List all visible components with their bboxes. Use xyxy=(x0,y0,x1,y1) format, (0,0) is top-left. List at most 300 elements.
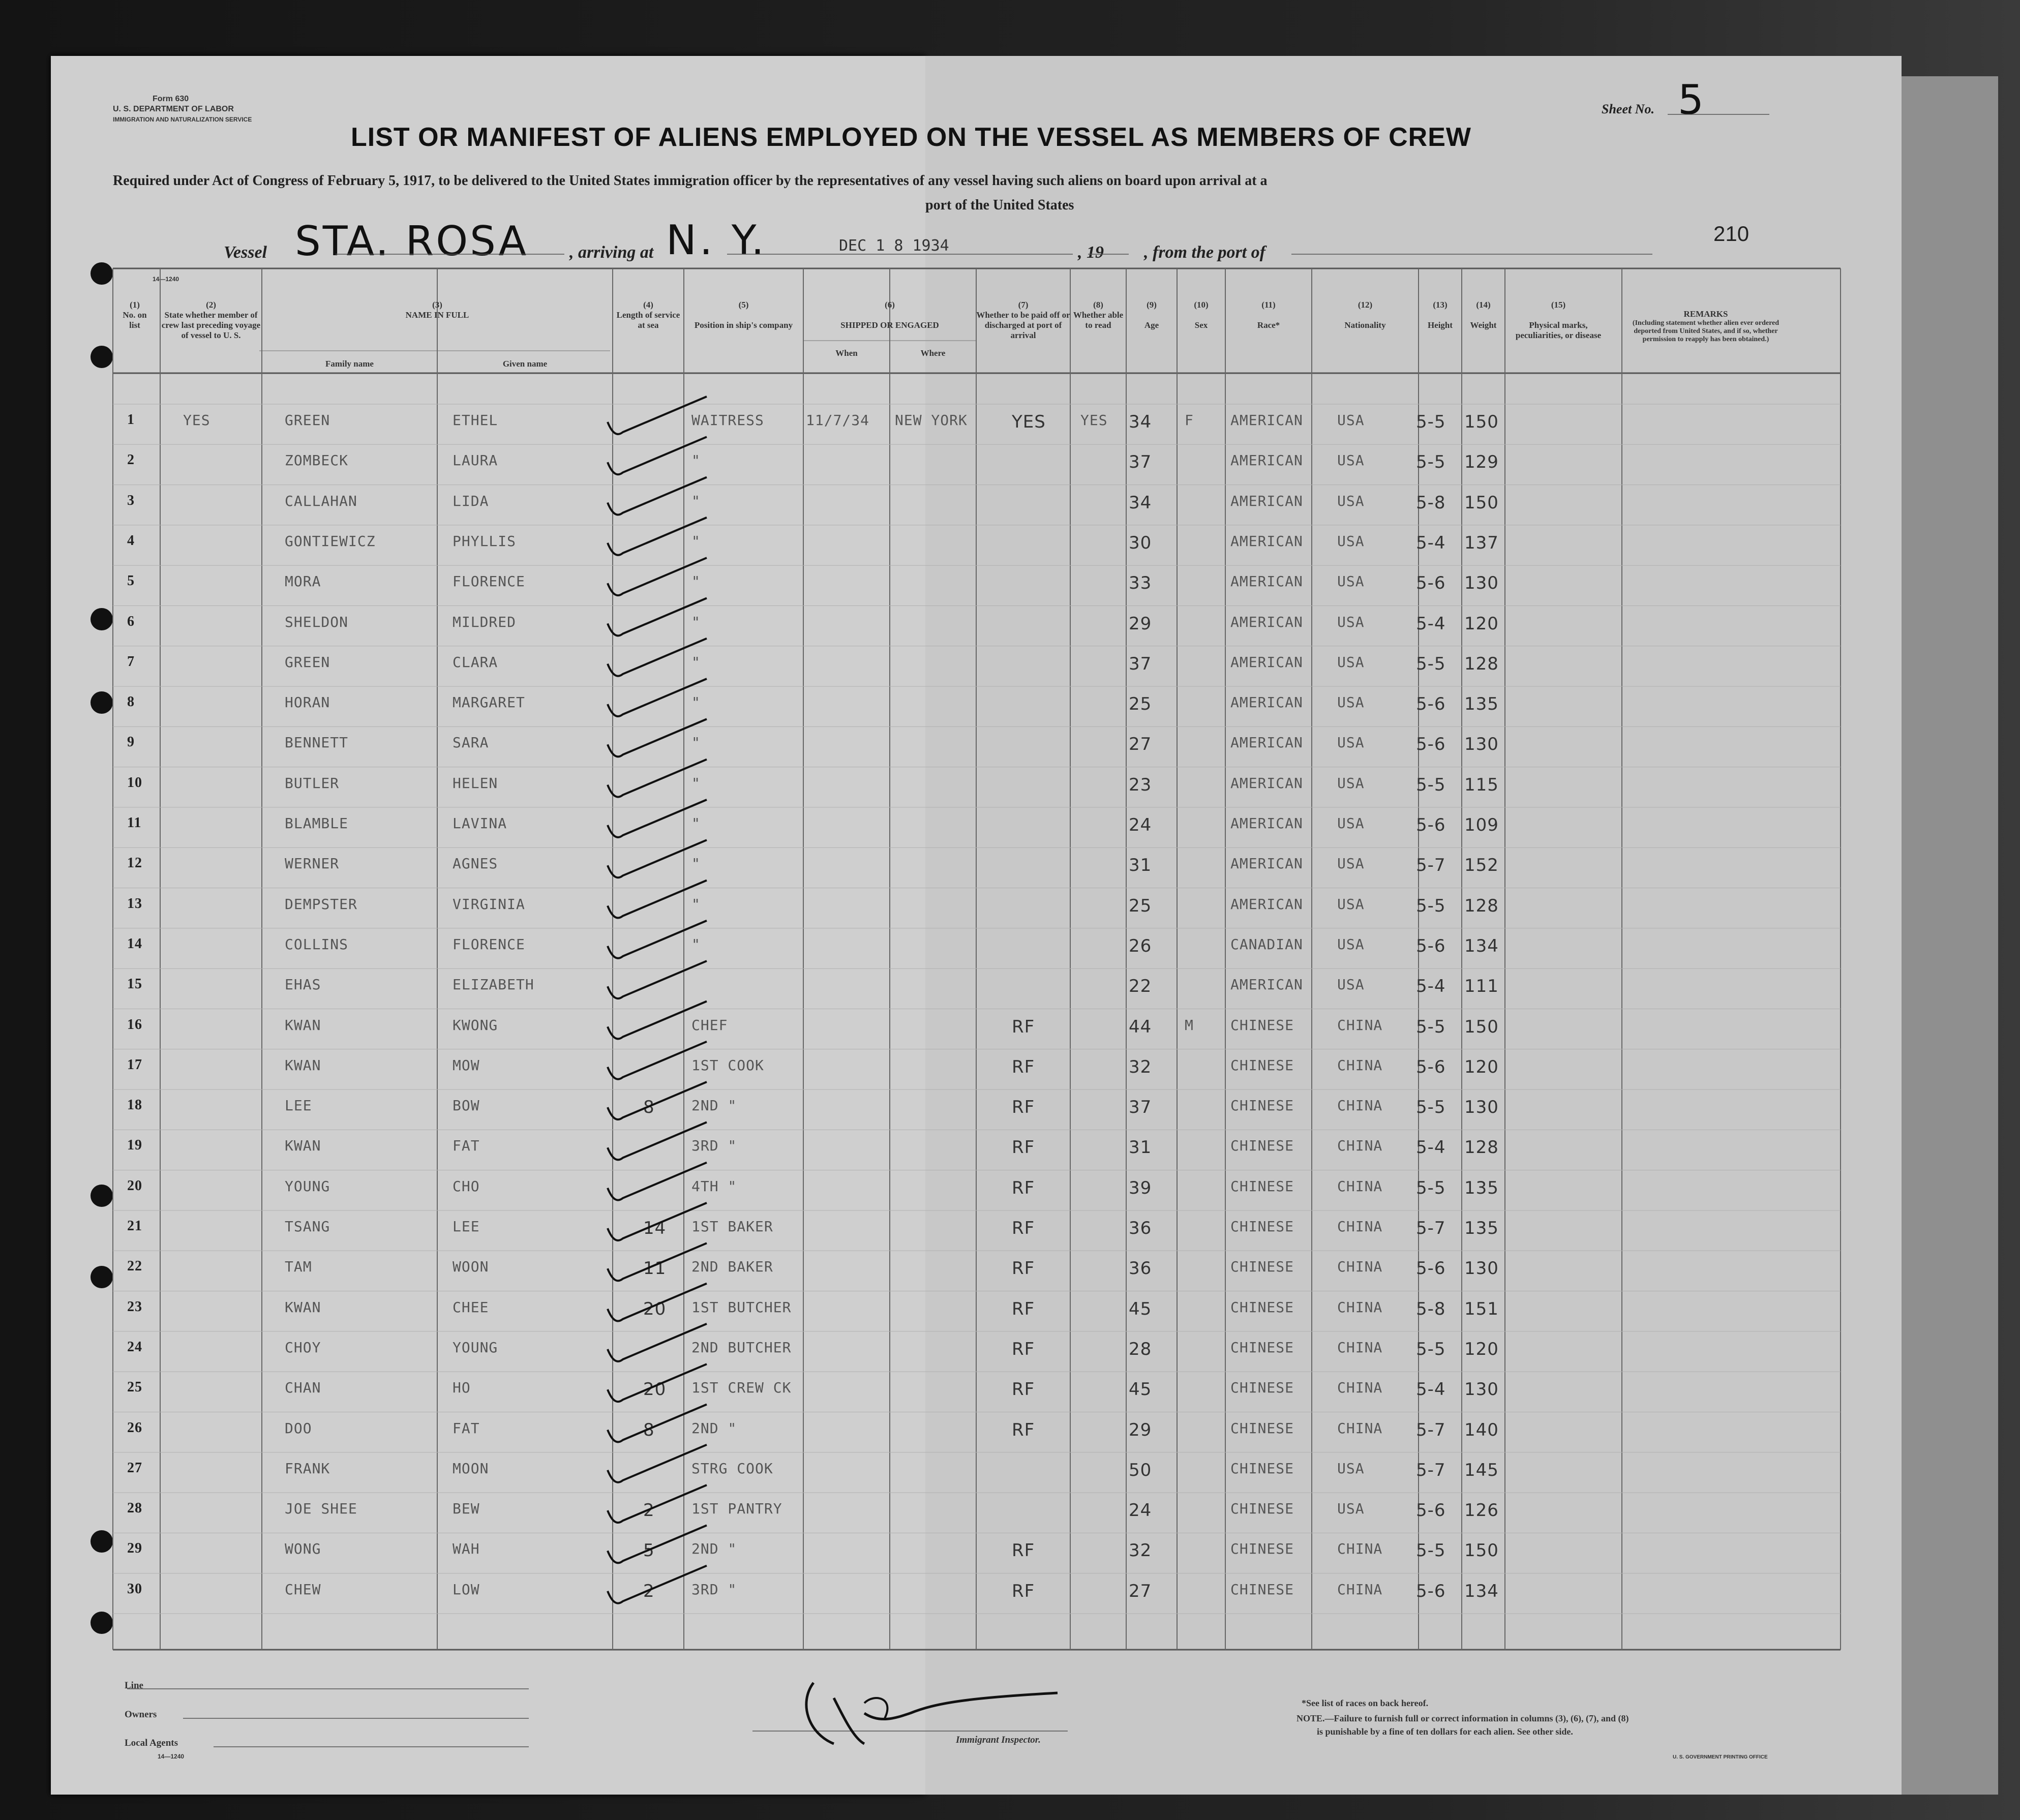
crew-row-number: 4 xyxy=(127,532,135,549)
crew-age: 34 xyxy=(1129,492,1152,513)
crew-nationality: USA xyxy=(1337,492,1365,509)
crew-row-number: 18 xyxy=(127,1097,142,1113)
subtitle-line-1: Required under Act of Congress of February 5, 1917, to be delivered to the United States immigration officer by the representatives of any vessel having such aliens on board upon arrival at a xyxy=(113,173,1268,189)
crew-race: CHINESE xyxy=(1230,1258,1294,1276)
crew-weight: 120 xyxy=(1464,1339,1499,1359)
crew-row-number: 14 xyxy=(127,935,142,952)
crew-age: 37 xyxy=(1129,1097,1152,1118)
crew-weight: 130 xyxy=(1464,1097,1499,1118)
crew-shipped-when: 11/7/34 xyxy=(806,412,870,429)
crew-weight: 152 xyxy=(1464,855,1499,876)
crew-position: 3RD " xyxy=(691,1137,737,1155)
crew-position: " xyxy=(691,815,701,832)
crew-row-number: 20 xyxy=(127,1177,142,1194)
crew-weight: 134 xyxy=(1464,935,1499,956)
crew-age: 27 xyxy=(1129,734,1152,755)
crew-age: 37 xyxy=(1129,653,1152,674)
crew-family-name: KWAN xyxy=(285,1056,321,1074)
crew-nationality: USA xyxy=(1337,573,1365,590)
crew-row-number: 17 xyxy=(127,1056,142,1073)
crew-height: 5-6 xyxy=(1416,573,1446,594)
crew-age: 36 xyxy=(1129,1218,1152,1238)
crew-paid-off: RF xyxy=(1012,1540,1035,1561)
crew-nationality: USA xyxy=(1337,452,1365,469)
crew-nationality: CHINA xyxy=(1337,1016,1383,1034)
crew-race: AMERICAN xyxy=(1230,452,1303,469)
service: IMMIGRATION AND NATURALIZATION SERVICE xyxy=(113,116,252,123)
crew-length-of-service: 2 xyxy=(643,1500,655,1521)
col-header-weight: (14) Weight xyxy=(1470,300,1497,330)
crew-nationality: USA xyxy=(1337,653,1365,671)
crew-position: 4TH " xyxy=(691,1177,737,1195)
crew-row-number: 16 xyxy=(127,1016,142,1033)
crew-height: 5-6 xyxy=(1416,935,1446,956)
crew-age: 45 xyxy=(1129,1379,1152,1400)
col-header-when: When xyxy=(835,348,858,358)
crew-given-name: CLARA xyxy=(453,653,498,671)
crew-family-name: SHELDON xyxy=(285,613,349,630)
crew-nationality: CHINA xyxy=(1337,1056,1383,1074)
crew-family-name: DOO xyxy=(285,1419,312,1437)
crew-weight: 120 xyxy=(1464,613,1499,634)
crew-position: 1ST COOK xyxy=(691,1056,764,1074)
crew-given-name: FLORENCE xyxy=(453,573,525,590)
note-line-2: is punishable by a fine of ten dollars for each alien. See other side. xyxy=(1317,1726,1573,1737)
crew-position: 2ND " xyxy=(691,1419,737,1437)
col-header-family-name: Family name xyxy=(325,359,374,369)
crew-position: " xyxy=(691,573,701,590)
crew-height: 5-5 xyxy=(1416,1339,1446,1359)
crew-height: 5-5 xyxy=(1416,895,1446,916)
crew-race: AMERICAN xyxy=(1230,734,1303,751)
crew-age: 32 xyxy=(1129,1056,1152,1077)
crew-position: 2ND " xyxy=(691,1097,737,1114)
crew-given-name: HO xyxy=(453,1379,471,1397)
crew-row-number: 22 xyxy=(127,1258,142,1275)
crew-height: 5-8 xyxy=(1416,1298,1446,1319)
col-header-previous-voyage: (2) State whether member of crew last preceding voyage of vessel to U. S. xyxy=(161,300,261,340)
crew-age: 44 xyxy=(1129,1016,1152,1037)
crew-given-name: BOW xyxy=(453,1097,480,1114)
crew-height: 5-7 xyxy=(1416,1218,1446,1238)
crew-weight: 135 xyxy=(1464,1218,1499,1238)
crew-weight: 151 xyxy=(1464,1298,1499,1319)
crew-position: WAITRESS xyxy=(691,412,764,429)
crew-previous-voyage: YES xyxy=(183,412,210,429)
crew-family-name: BUTLER xyxy=(285,774,340,792)
crew-position: " xyxy=(691,935,701,953)
crew-given-name: FLORENCE xyxy=(453,935,525,953)
crew-height: 5-7 xyxy=(1416,1460,1446,1480)
crew-nationality: USA xyxy=(1337,532,1365,550)
crew-position: " xyxy=(691,452,701,469)
crew-nationality: USA xyxy=(1337,815,1365,832)
crew-weight: 111 xyxy=(1464,976,1499,997)
crew-family-name: GREEN xyxy=(285,412,330,429)
crew-given-name: MOON xyxy=(453,1460,489,1477)
crew-row-number: 7 xyxy=(127,653,135,670)
crew-age: 39 xyxy=(1129,1177,1152,1198)
col-header-remarks: REMARKS (Including statement whether alien ever ordered deported from United States, and if so, whether permission to reapply has been obtained.) xyxy=(1632,309,1780,343)
crew-race: AMERICAN xyxy=(1230,492,1303,509)
crew-age: 26 xyxy=(1129,935,1152,956)
crew-weight: 128 xyxy=(1464,895,1499,916)
crew-family-name: CALLAHAN xyxy=(285,492,357,509)
crew-paid-off: RF xyxy=(1012,1218,1035,1238)
crew-nationality: CHINA xyxy=(1337,1137,1383,1155)
crew-height: 5-4 xyxy=(1416,1137,1446,1158)
race-note: *See list of races on back hereof. xyxy=(1302,1698,1429,1708)
col-header-position: (5) Position in ship's company xyxy=(694,300,793,330)
crew-weight: 120 xyxy=(1464,1056,1499,1077)
col-header-age: (9) Age xyxy=(1144,300,1159,330)
crew-age: 36 xyxy=(1129,1258,1152,1279)
crew-nationality: CHINA xyxy=(1337,1258,1383,1276)
crew-height: 5-6 xyxy=(1416,1258,1446,1279)
crew-nationality: USA xyxy=(1337,935,1365,953)
col-header-length-service: (4) Length of service at sea xyxy=(616,300,680,330)
crew-family-name: KWAN xyxy=(285,1016,321,1034)
crew-weight: 130 xyxy=(1464,1258,1499,1279)
crew-given-name: KWONG xyxy=(453,1016,498,1034)
crew-height: 5-5 xyxy=(1416,1016,1446,1037)
col-header-sex: (10) Sex xyxy=(1194,300,1209,330)
crew-row-number: 3 xyxy=(127,492,135,508)
crew-age: 30 xyxy=(1129,532,1152,553)
crew-height: 5-5 xyxy=(1416,774,1446,795)
department: U. S. DEPARTMENT OF LABOR xyxy=(113,105,234,113)
crew-race: CHINESE xyxy=(1230,1137,1294,1155)
crew-family-name: JOE SHEE xyxy=(285,1500,357,1518)
crew-given-name: BEW xyxy=(453,1500,480,1518)
crew-nationality: CHINA xyxy=(1337,1379,1383,1397)
page-title: LIST OR MANIFEST OF ALIENS EMPLOYED ON THE VESSEL AS MEMBERS OF CREW xyxy=(351,123,1471,152)
crew-nationality: CHINA xyxy=(1337,1097,1383,1114)
crew-race: CHINESE xyxy=(1230,1218,1294,1235)
crew-row-number: 21 xyxy=(127,1218,142,1234)
crew-position: 1ST CREW CK xyxy=(691,1379,792,1397)
crew-age: 29 xyxy=(1129,613,1152,634)
crew-given-name: PHYLLIS xyxy=(453,532,517,550)
crew-nationality: CHINA xyxy=(1337,1339,1383,1356)
col-header-no: (1) No. on list xyxy=(123,300,147,330)
crew-age: 25 xyxy=(1129,895,1152,916)
crew-row-number: 26 xyxy=(127,1419,142,1436)
year-label: , 19 xyxy=(1078,243,1104,262)
crew-length-of-service: 11 xyxy=(643,1258,667,1279)
crew-nationality: USA xyxy=(1337,774,1365,792)
crew-given-name: ETHEL xyxy=(453,412,498,429)
crew-race: CHINESE xyxy=(1230,1540,1294,1558)
crew-row-number: 24 xyxy=(127,1339,142,1355)
crew-nationality: CHINA xyxy=(1337,1298,1383,1316)
crew-row-number: 5 xyxy=(127,573,135,589)
crew-given-name: MARGARET xyxy=(453,694,525,711)
crew-race: AMERICAN xyxy=(1230,815,1303,832)
crew-race: AMERICAN xyxy=(1230,653,1303,671)
crew-nationality: USA xyxy=(1337,1500,1365,1518)
crew-weight: 145 xyxy=(1464,1460,1499,1480)
crew-weight: 128 xyxy=(1464,1137,1499,1158)
crew-nationality: CHINA xyxy=(1337,1540,1383,1558)
crew-race: CHINESE xyxy=(1230,1298,1294,1316)
crew-given-name: CHO xyxy=(453,1177,480,1195)
crew-position: " xyxy=(691,532,701,550)
crew-race: AMERICAN xyxy=(1230,412,1303,429)
crew-family-name: ZOMBECK xyxy=(285,452,349,469)
crew-height: 5-4 xyxy=(1416,613,1446,634)
crew-race: CHINESE xyxy=(1230,1379,1294,1397)
crew-family-name: BLAMBLE xyxy=(285,815,349,832)
crew-nationality: USA xyxy=(1337,1460,1365,1477)
crew-length-of-service: 8 xyxy=(643,1419,655,1440)
crew-row-number: 8 xyxy=(127,694,135,710)
crew-sex: M xyxy=(1185,1016,1194,1034)
crew-family-name: HORAN xyxy=(285,694,330,711)
crew-nationality: USA xyxy=(1337,895,1365,913)
crew-given-name: HELEN xyxy=(453,774,498,792)
crew-row-number: 2 xyxy=(127,452,135,468)
crew-given-name: LIDA xyxy=(453,492,489,509)
crew-position: " xyxy=(691,895,701,913)
vessel-label: Vessel xyxy=(224,243,267,262)
crew-age: 31 xyxy=(1129,1137,1152,1158)
crew-height: 5-6 xyxy=(1416,1056,1446,1077)
crew-nationality: USA xyxy=(1337,855,1365,872)
crew-length-of-service: 8 xyxy=(643,1097,655,1118)
crew-given-name: ELIZABETH xyxy=(453,976,534,993)
col-header-physical-marks: (15) Physical marks, peculiarities, or disease xyxy=(1515,300,1602,340)
sheet-label: Sheet No. xyxy=(1602,102,1654,116)
crew-nationality: CHINA xyxy=(1337,1177,1383,1195)
col-header-read: (8) Whether able to read xyxy=(1073,300,1124,330)
crew-weight: 137 xyxy=(1464,532,1499,553)
crew-age: 32 xyxy=(1129,1540,1152,1561)
crew-family-name: KWAN xyxy=(285,1137,321,1155)
crew-race: CHINESE xyxy=(1230,1016,1294,1034)
crew-position: " xyxy=(691,613,701,630)
crew-row-number: 27 xyxy=(127,1460,142,1476)
crew-given-name: CHEE xyxy=(453,1298,489,1316)
crew-row-number: 13 xyxy=(127,895,142,912)
crew-row-number: 11 xyxy=(127,815,142,831)
col-header-nationality: (12) Nationality xyxy=(1344,300,1386,330)
crew-weight: 150 xyxy=(1464,1540,1499,1561)
crew-age: 23 xyxy=(1129,774,1152,795)
crew-nationality: USA xyxy=(1337,694,1365,711)
arrival-port: N. Y. xyxy=(666,217,767,264)
crew-position: " xyxy=(691,734,701,751)
crew-height: 5-6 xyxy=(1416,734,1446,755)
crew-height: 5-5 xyxy=(1416,412,1446,432)
crew-race: CHINESE xyxy=(1230,1419,1294,1437)
crew-nationality: CHINA xyxy=(1337,1419,1383,1437)
crew-height: 5-5 xyxy=(1416,1097,1446,1118)
crew-height: 5-8 xyxy=(1416,492,1446,513)
date-stamp: DEC 1 8 1934 xyxy=(839,237,949,255)
crew-row-number: 25 xyxy=(127,1379,142,1396)
crew-weight: 115 xyxy=(1464,774,1499,795)
crew-paid-off: RF xyxy=(1012,1016,1035,1037)
crew-race: CHINESE xyxy=(1230,1056,1294,1074)
crew-race: CHINESE xyxy=(1230,1177,1294,1195)
crew-family-name: WERNER xyxy=(285,855,340,872)
crew-position: " xyxy=(691,653,701,671)
col-header-given-name: Given name xyxy=(502,359,548,369)
crew-height: 5-7 xyxy=(1416,855,1446,876)
crew-height: 5-4 xyxy=(1416,532,1446,553)
crew-row-number: 30 xyxy=(127,1581,142,1597)
crew-family-name: GONTIEWICZ xyxy=(285,532,376,550)
crew-weight: 150 xyxy=(1464,492,1499,513)
crew-family-name: MORA xyxy=(285,573,321,590)
crew-age: 37 xyxy=(1129,452,1152,473)
crew-height: 5-4 xyxy=(1416,976,1446,997)
crew-race: AMERICAN xyxy=(1230,976,1303,993)
crew-weight: 129 xyxy=(1464,452,1499,473)
crew-race: CHINESE xyxy=(1230,1500,1294,1518)
crew-position: 2ND BUTCHER xyxy=(691,1339,792,1356)
crew-age: 25 xyxy=(1129,694,1152,715)
crew-row-number: 15 xyxy=(127,976,142,992)
crew-age: 31 xyxy=(1129,855,1152,876)
crew-race: CHINESE xyxy=(1230,1581,1294,1598)
crew-family-name: TAM xyxy=(285,1258,312,1276)
col-header-where: Where xyxy=(920,348,946,358)
crew-paid-off: RF xyxy=(1012,1097,1035,1118)
crew-height: 5-5 xyxy=(1416,452,1446,473)
crew-family-name: FRANK xyxy=(285,1460,330,1477)
crew-position: 3RD " xyxy=(691,1581,737,1598)
crew-given-name: YOUNG xyxy=(453,1339,498,1356)
crew-weight: 135 xyxy=(1464,694,1499,715)
footer-agents-label: Local Agents xyxy=(125,1738,178,1748)
crew-position: 1ST PANTRY xyxy=(691,1500,782,1518)
crew-shipped-where: NEW YORK xyxy=(895,412,968,429)
crew-paid-off: RF xyxy=(1012,1379,1035,1400)
crew-position: " xyxy=(691,855,701,872)
crew-age: 22 xyxy=(1129,976,1152,997)
crew-family-name: COLLINS xyxy=(285,935,349,953)
crew-weight: 109 xyxy=(1464,815,1499,835)
crew-length-of-service: 20 xyxy=(643,1379,667,1400)
crew-paid-off: RF xyxy=(1012,1056,1035,1077)
col-header-shipped: (6) SHIPPED OR ENGAGED xyxy=(840,300,939,330)
crew-given-name: LAVINA xyxy=(453,815,507,832)
crew-age: 29 xyxy=(1129,1419,1152,1440)
crew-family-name: CHOY xyxy=(285,1339,321,1356)
crew-paid-off: RF xyxy=(1012,1581,1035,1601)
crew-row-number: 6 xyxy=(127,613,135,629)
crew-weight: 130 xyxy=(1464,573,1499,594)
crew-race: CANADIAN xyxy=(1230,935,1303,953)
crew-position: " xyxy=(691,694,701,711)
crew-age: 28 xyxy=(1129,1339,1152,1359)
crew-position: 1ST BUTCHER xyxy=(691,1298,792,1316)
crew-given-name: SARA xyxy=(453,734,489,751)
crew-family-name: CHAN xyxy=(285,1379,321,1397)
crew-row-number: 23 xyxy=(127,1298,142,1315)
form-code: 14—1240 xyxy=(153,276,179,283)
crew-race: AMERICAN xyxy=(1230,855,1303,872)
crew-family-name: GREEN xyxy=(285,653,330,671)
crew-position: STRG COOK xyxy=(691,1460,773,1477)
crew-height: 5-5 xyxy=(1416,653,1446,674)
sheet-number: 5 xyxy=(1678,76,1704,124)
crew-family-name: DEMPSTER xyxy=(285,895,357,913)
crew-age: 24 xyxy=(1129,1500,1152,1521)
crew-given-name: LOW xyxy=(453,1581,480,1598)
crew-race: AMERICAN xyxy=(1230,573,1303,590)
crew-paid-off: YES xyxy=(1012,412,1046,432)
crew-row-number: 28 xyxy=(127,1500,142,1516)
crew-row-number: 10 xyxy=(127,774,142,791)
note-line-1: NOTE.—Failure to furnish full or correct information in columns (3), (6), (7), and (8) xyxy=(1297,1713,1629,1723)
col-header-race: (11) Race* xyxy=(1257,300,1280,330)
crew-paid-off: RF xyxy=(1012,1258,1035,1279)
crew-given-name: VIRGINIA xyxy=(453,895,525,913)
crew-length-of-service: 2 xyxy=(643,1581,655,1601)
crew-family-name: KWAN xyxy=(285,1298,321,1316)
crew-position: CHEF xyxy=(691,1016,728,1034)
crew-paid-off: RF xyxy=(1012,1419,1035,1440)
footer-owners-label: Owners xyxy=(125,1709,157,1720)
crew-height: 5-6 xyxy=(1416,1500,1446,1521)
crew-nationality: USA xyxy=(1337,976,1365,993)
crew-paid-off: RF xyxy=(1012,1137,1035,1158)
crew-race: AMERICAN xyxy=(1230,895,1303,913)
footer-line-label: Line xyxy=(125,1680,143,1691)
crew-given-name: WOON xyxy=(453,1258,489,1276)
crew-position: 1ST BAKER xyxy=(691,1218,773,1235)
arriving-label: , arriving at xyxy=(569,243,654,262)
crew-nationality: USA xyxy=(1337,613,1365,630)
crew-paid-off: RF xyxy=(1012,1339,1035,1359)
crew-height: 5-4 xyxy=(1416,1379,1446,1400)
crew-height: 5-5 xyxy=(1416,1177,1446,1198)
crew-family-name: LEE xyxy=(285,1097,312,1114)
footer-form-code: 14—1240 xyxy=(158,1753,185,1760)
crew-sex: F xyxy=(1185,412,1194,429)
page-number: 210 xyxy=(1713,222,1750,246)
crew-nationality: CHINA xyxy=(1337,1218,1383,1235)
crew-race: CHINESE xyxy=(1230,1460,1294,1477)
crew-race: AMERICAN xyxy=(1230,694,1303,711)
crew-race: AMERICAN xyxy=(1230,774,1303,792)
crew-position: 2ND " xyxy=(691,1540,737,1558)
crew-given-name: MILDRED xyxy=(453,613,517,630)
crew-row-number: 29 xyxy=(127,1540,142,1557)
crew-height: 5-6 xyxy=(1416,1581,1446,1601)
crew-position: 2ND BAKER xyxy=(691,1258,773,1276)
crew-weight: 128 xyxy=(1464,653,1499,674)
crew-family-name: EHAS xyxy=(285,976,321,993)
col-header-paid-off: (7) Whether to be paid off or discharged at port of arrival xyxy=(976,300,1070,340)
crew-paid-off: RF xyxy=(1012,1298,1035,1319)
crew-weight: 134 xyxy=(1464,1581,1499,1601)
from-port-label: , from the port of xyxy=(1144,243,1265,262)
crew-height: 5-5 xyxy=(1416,1540,1446,1561)
vessel-name: STA. ROSA xyxy=(295,218,529,265)
crew-given-name: FAT xyxy=(453,1137,480,1155)
crew-row-number: 19 xyxy=(127,1137,142,1154)
crew-family-name: YOUNG xyxy=(285,1177,330,1195)
crew-family-name: CHEW xyxy=(285,1581,321,1598)
crew-given-name: FAT xyxy=(453,1419,480,1437)
subtitle-line-2: port of the United States xyxy=(925,197,1074,213)
crew-race: CHINESE xyxy=(1230,1097,1294,1114)
crew-race: CHINESE xyxy=(1230,1339,1294,1356)
